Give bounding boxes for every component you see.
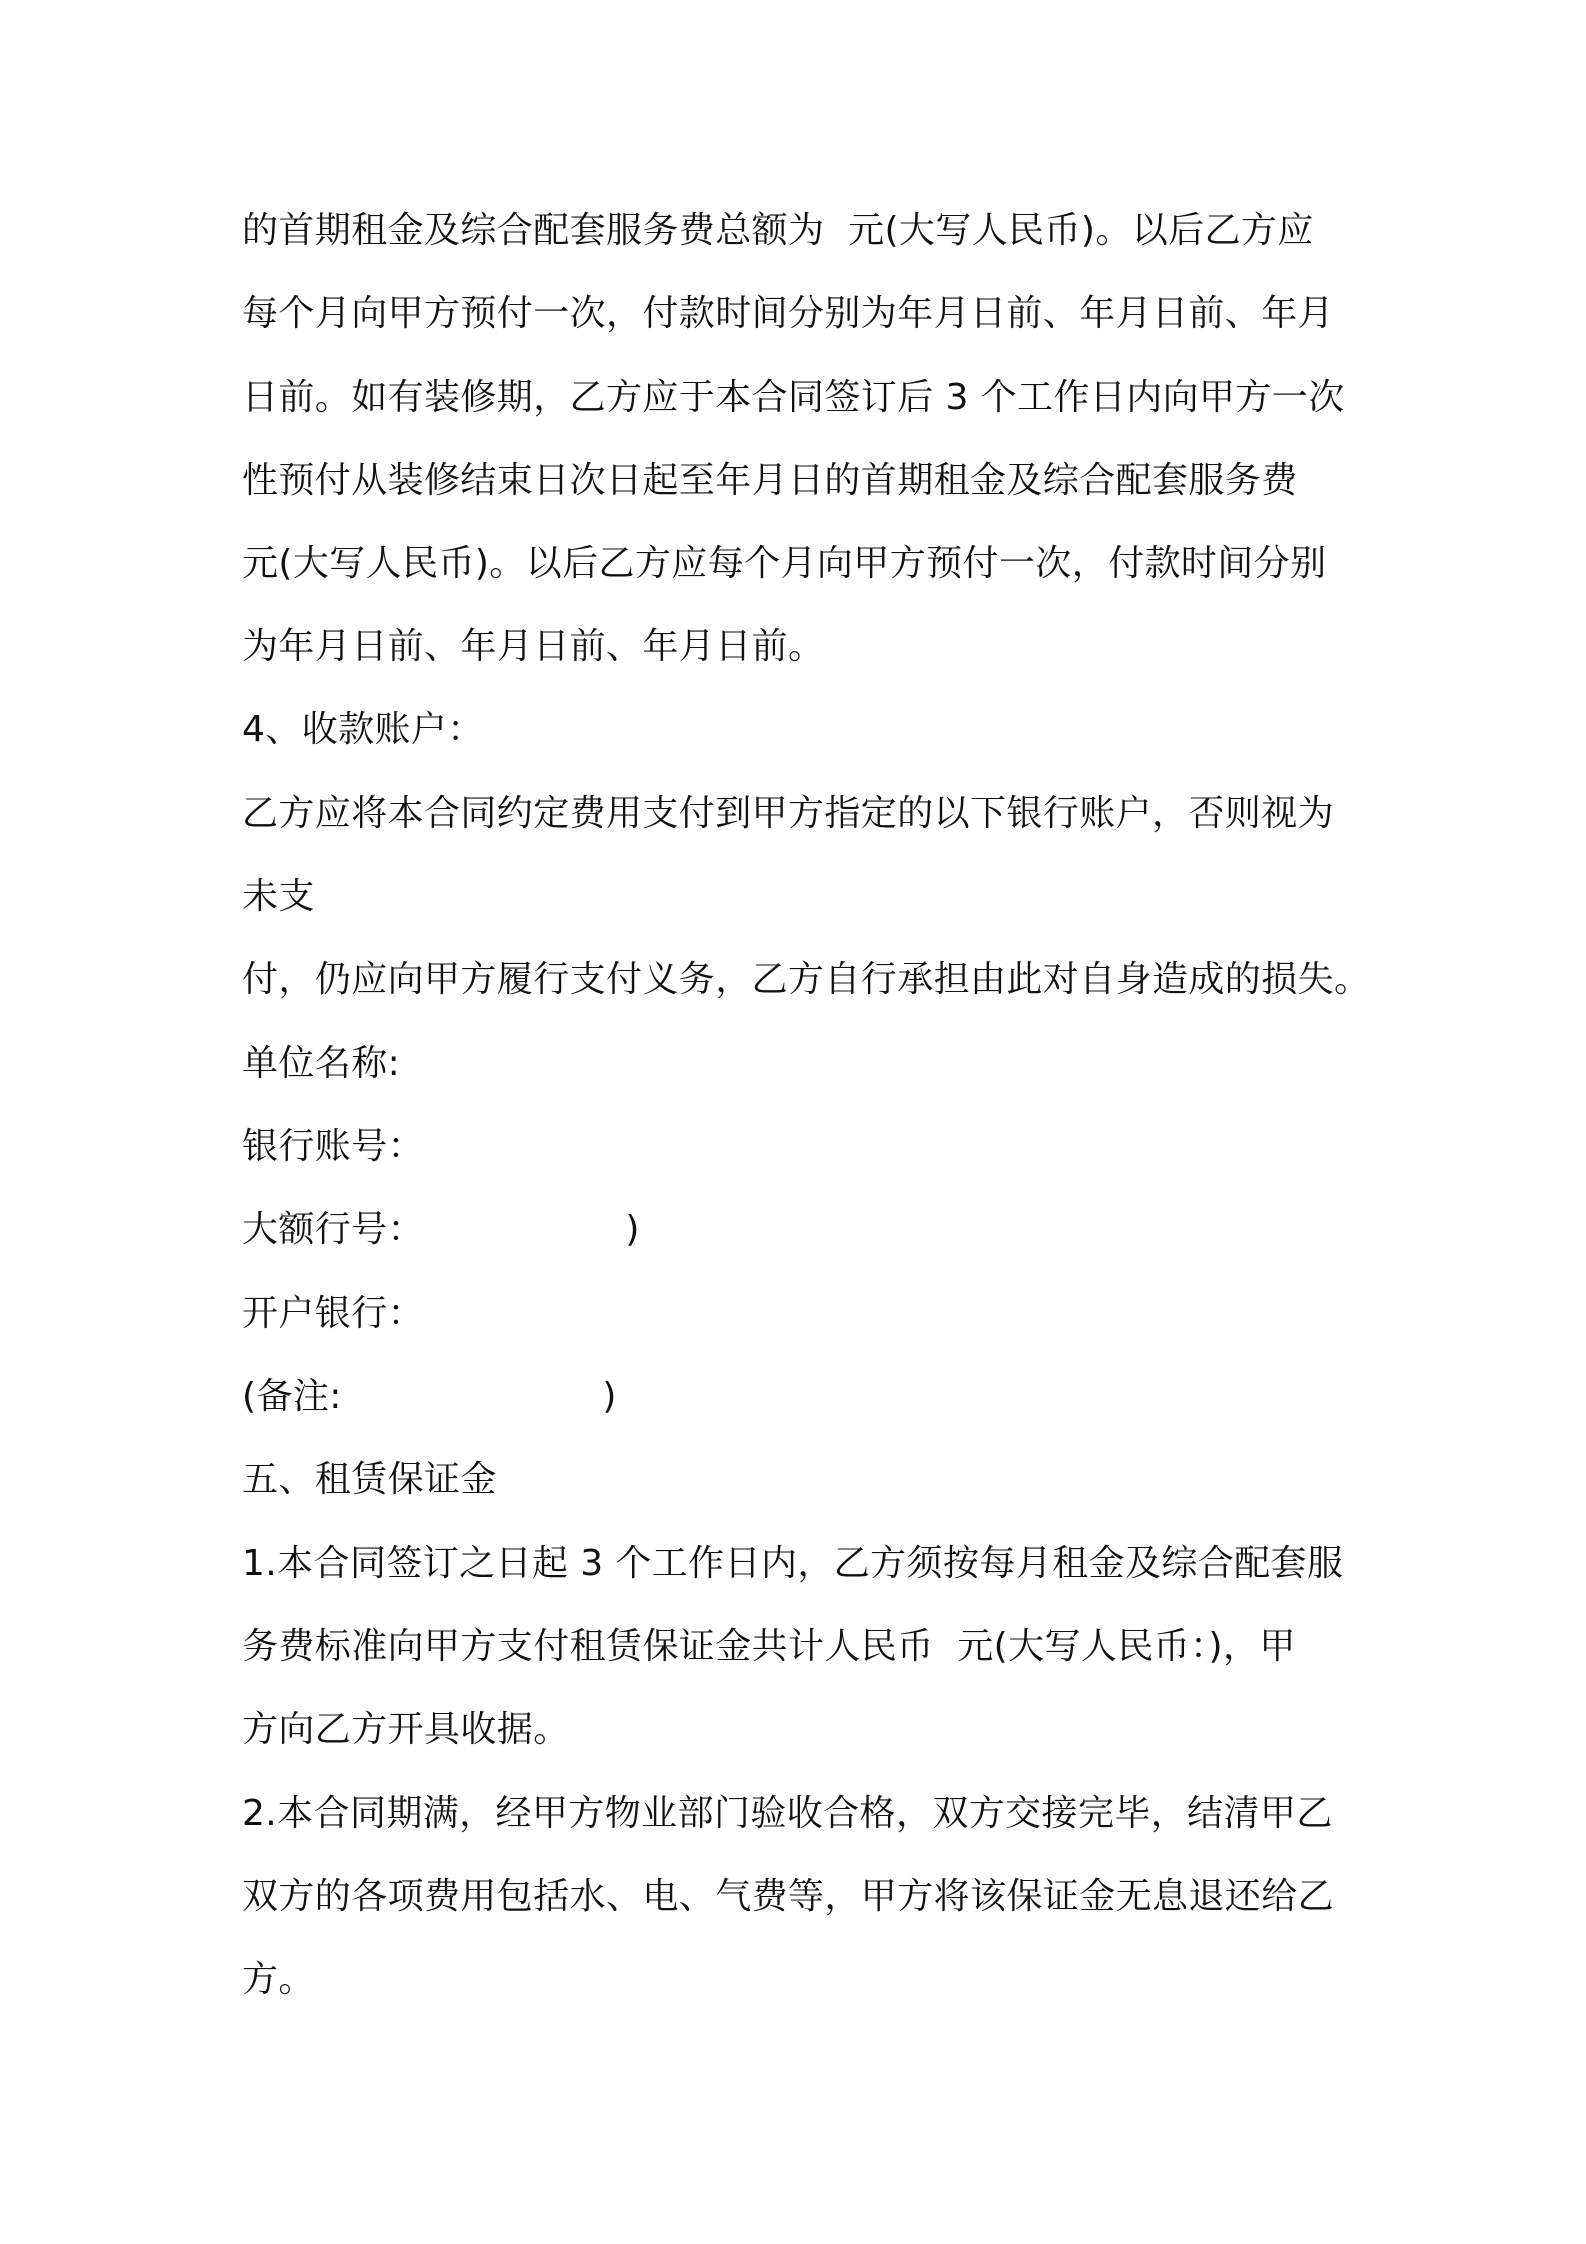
text-line: 付，仍应向甲方履行支付义务，乙方自行承担由此对自身造成的损失。	[242, 959, 1371, 1000]
text-line: 未支	[242, 876, 315, 917]
text-line: 为年月日前、年月日前、年月日前。	[242, 626, 825, 667]
section-heading: 4、收款账户：	[242, 709, 484, 750]
text-line: 方。	[242, 1959, 315, 2000]
text-line: 日前。如有装修期，乙方应于本合同签订后 3 个工作日内向甲方一次	[242, 377, 1345, 418]
text-line: 性预付从装修结束日次日起至年月日的首期租金及综合配套服务费	[242, 460, 1298, 501]
text-line: 2.本合同期满，经甲方物业部门验收合格，双方交接完毕，结清甲乙	[242, 1793, 1333, 1834]
field-label-large-payment-number: 大额行号： )	[242, 1209, 640, 1250]
field-label-account-number: 银行账号：	[242, 1126, 425, 1167]
text-line: 方向乙方开具收据。	[242, 1709, 570, 1750]
text-line: 的首期租金及综合配套服务费总额为 元(大写人民币)。以后乙方应	[242, 210, 1314, 251]
text-line: 务费标准向甲方支付租赁保证金共计人民币 元(大写人民币：)，甲	[242, 1626, 1296, 1667]
text-line: 双方的各项费用包括水、电、气费等，甲方将该保证金无息退还给乙	[242, 1876, 1335, 1917]
field-label-unit-name: 单位名称:	[242, 1043, 401, 1084]
field-label-bank: 开户银行：	[242, 1293, 425, 1334]
text-line: 每个月向甲方预付一次，付款时间分别为年月日前、年月日前、年月	[242, 293, 1335, 334]
text-line: 元(大写人民币)。以后乙方应每个月向甲方预付一次，付款时间分别	[242, 543, 1327, 584]
text-line: 1.本合同签订之日起 3 个工作日内，乙方须按每月租金及综合配套服	[242, 1543, 1344, 1584]
section-heading: 五、租赁保证金	[242, 1459, 497, 1500]
text-line: 乙方应将本合同约定费用支付到甲方指定的以下银行账户，否则视为	[242, 793, 1335, 834]
field-label-remarks: (备注: )	[242, 1376, 617, 1417]
